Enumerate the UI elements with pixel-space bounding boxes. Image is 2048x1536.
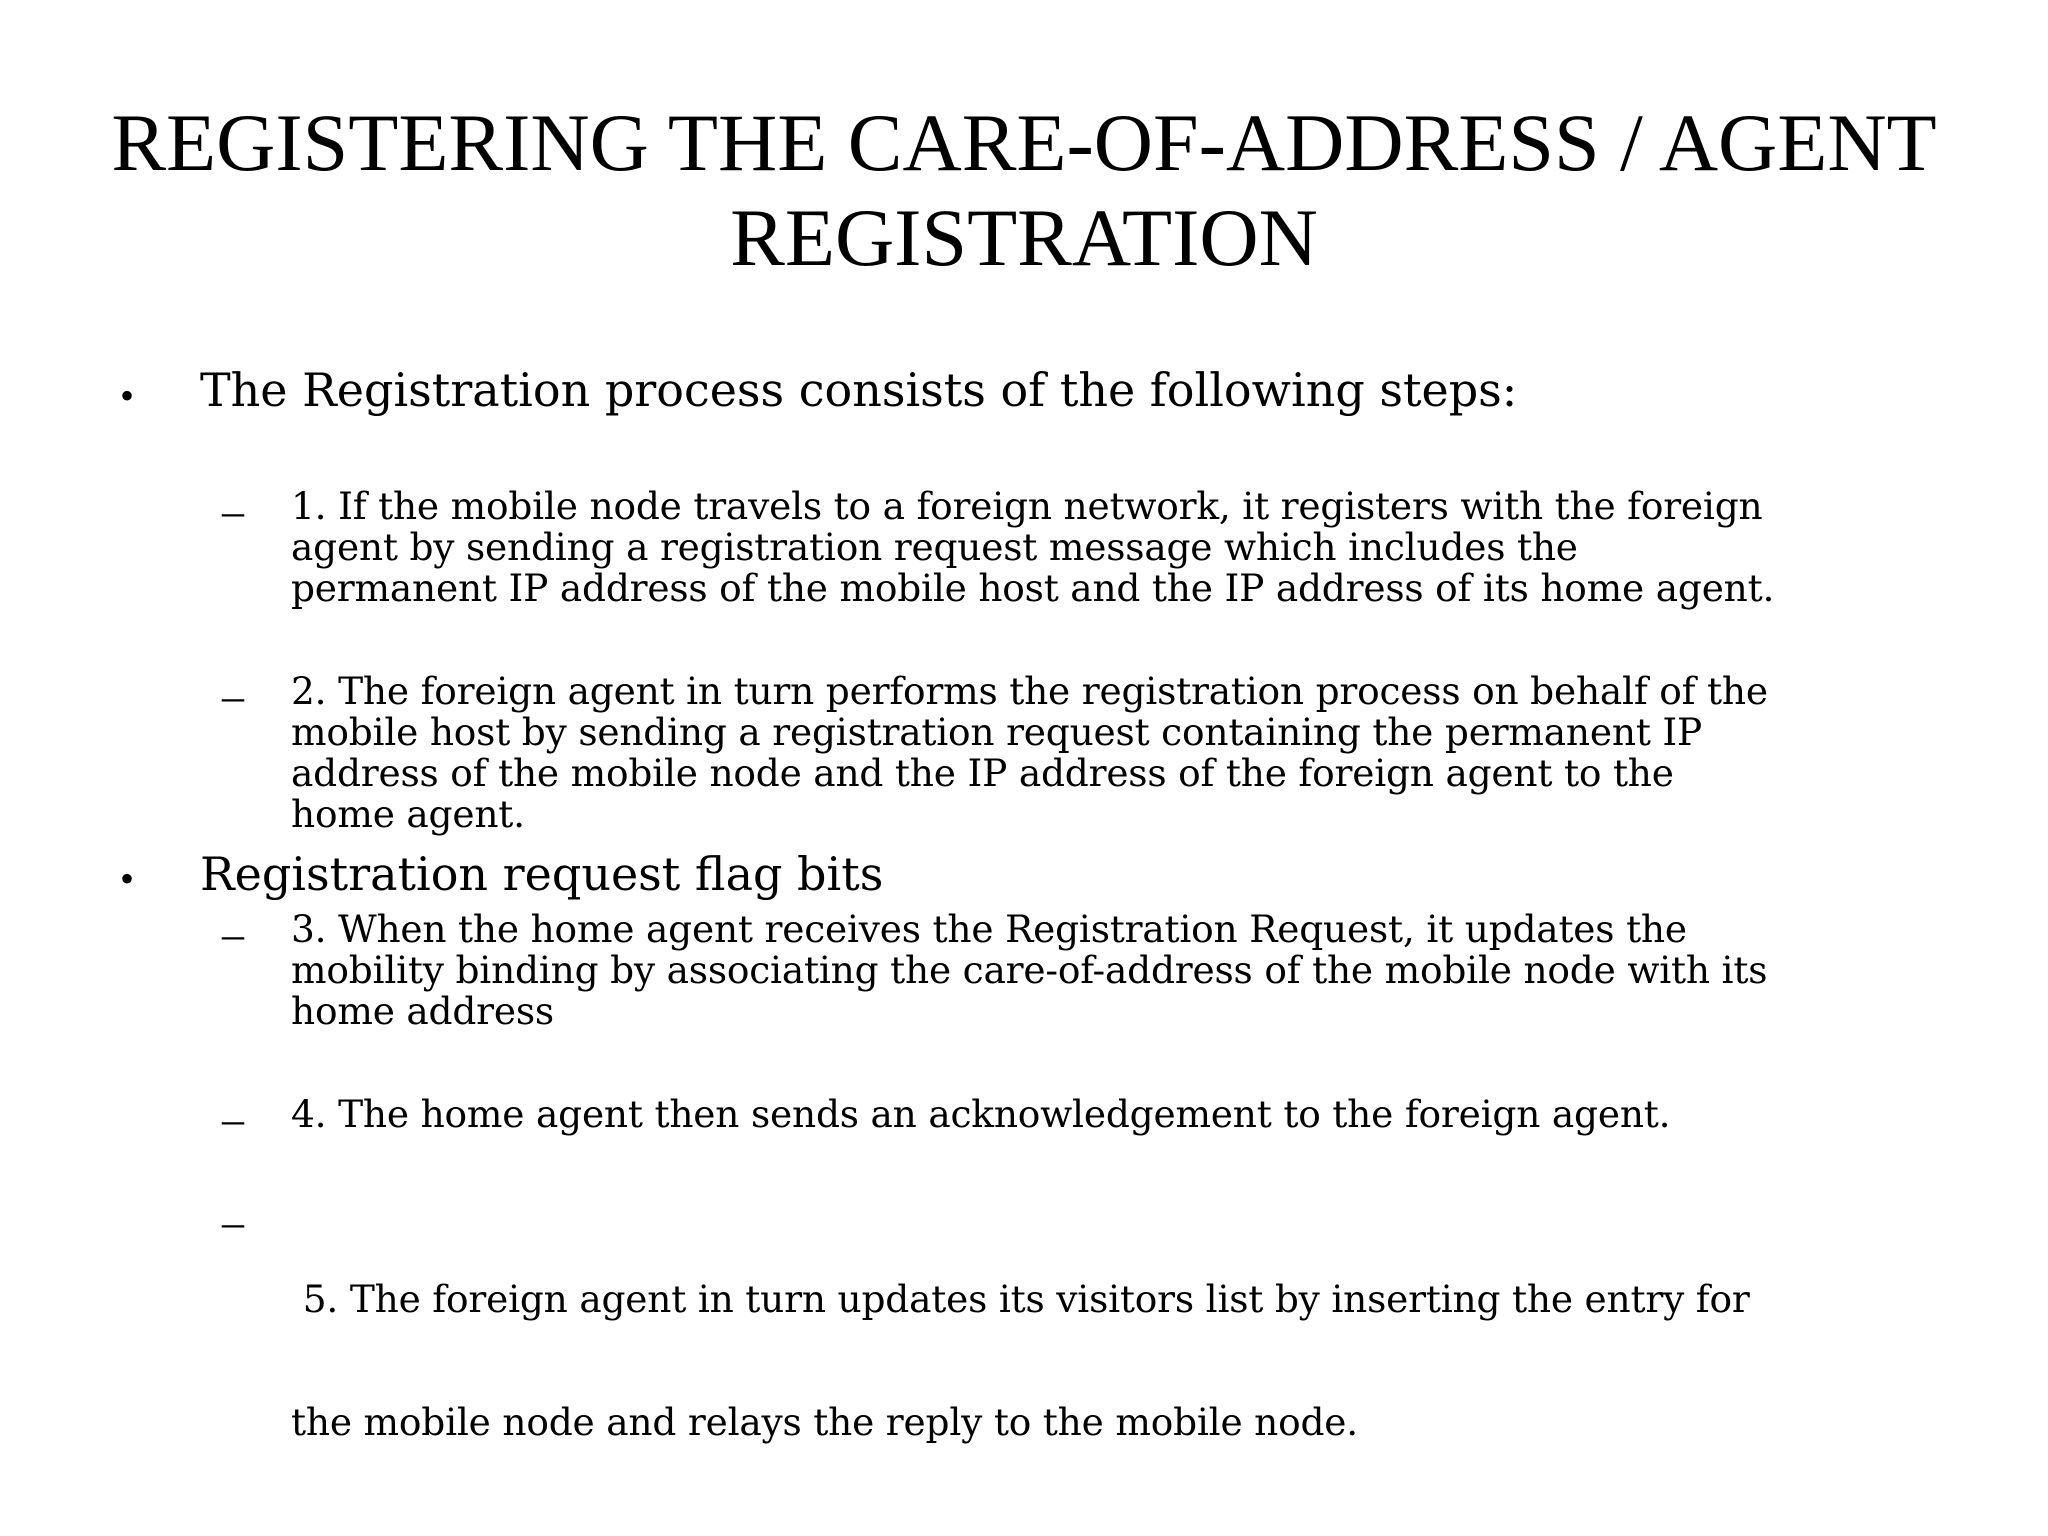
dash-marker: –	[222, 487, 244, 536]
step-3-line: mobility binding by associating the care-of-address of the mobile node with its	[291, 948, 1768, 992]
dash-marker: –	[222, 672, 244, 721]
dash-marker: –	[222, 1198, 244, 1247]
step-3-line: 3. When the home agent receives the Registration Request, it updates the	[291, 907, 1687, 951]
bullet-text-registration-process: The Registration process consists of the following steps:	[200, 363, 1518, 417]
step-2-line: address of the mobile node and the IP address of the foreign agent to the	[291, 751, 1674, 795]
step-5-line: the mobile node and relays the reply to the mobile node.	[291, 1400, 1359, 1444]
step-2-line: 2. The foreign agent in turn performs the registration process on behalf of the	[291, 669, 1768, 713]
step-3-text	[291, 909, 1951, 1032]
step-5-line: 5. The foreign agent in turn updates its visitors list by inserting the entry for	[291, 1277, 1750, 1321]
step-5-text	[291, 1197, 1951, 1525]
dash-marker: –	[222, 910, 244, 959]
step-3-line: home address	[291, 989, 554, 1033]
slide-title: REGISTERING THE CARE-OF-ADDRESS / AGENT REGISTRATION	[111, 97, 1937, 283]
step-1-line: permanent IP address of the mobile host and the IP address of its home agent.	[291, 566, 1775, 610]
step-2-text	[291, 671, 1951, 835]
bullet-marker: •	[120, 856, 135, 901]
step-2-line: mobile host by sending a registration request containing the permanent IP	[291, 710, 1703, 754]
step-1-line: agent by sending a registration request message which includes the	[291, 525, 1578, 569]
step-1-text	[291, 486, 1951, 609]
dash-marker: –	[222, 1095, 244, 1144]
bullet-marker: •	[120, 373, 135, 418]
step-4-line: 4. The home agent then sends an acknowledgement to the foreign agent.	[291, 1092, 1671, 1136]
bullet-text-flag-bits: Registration request flag bits	[200, 847, 884, 901]
step-1-line: 1. If the mobile node travels to a foreign network, it registers with the foreign	[291, 484, 1763, 528]
step-2-line: home agent.	[291, 792, 525, 836]
step-4-text	[291, 1094, 1951, 1135]
